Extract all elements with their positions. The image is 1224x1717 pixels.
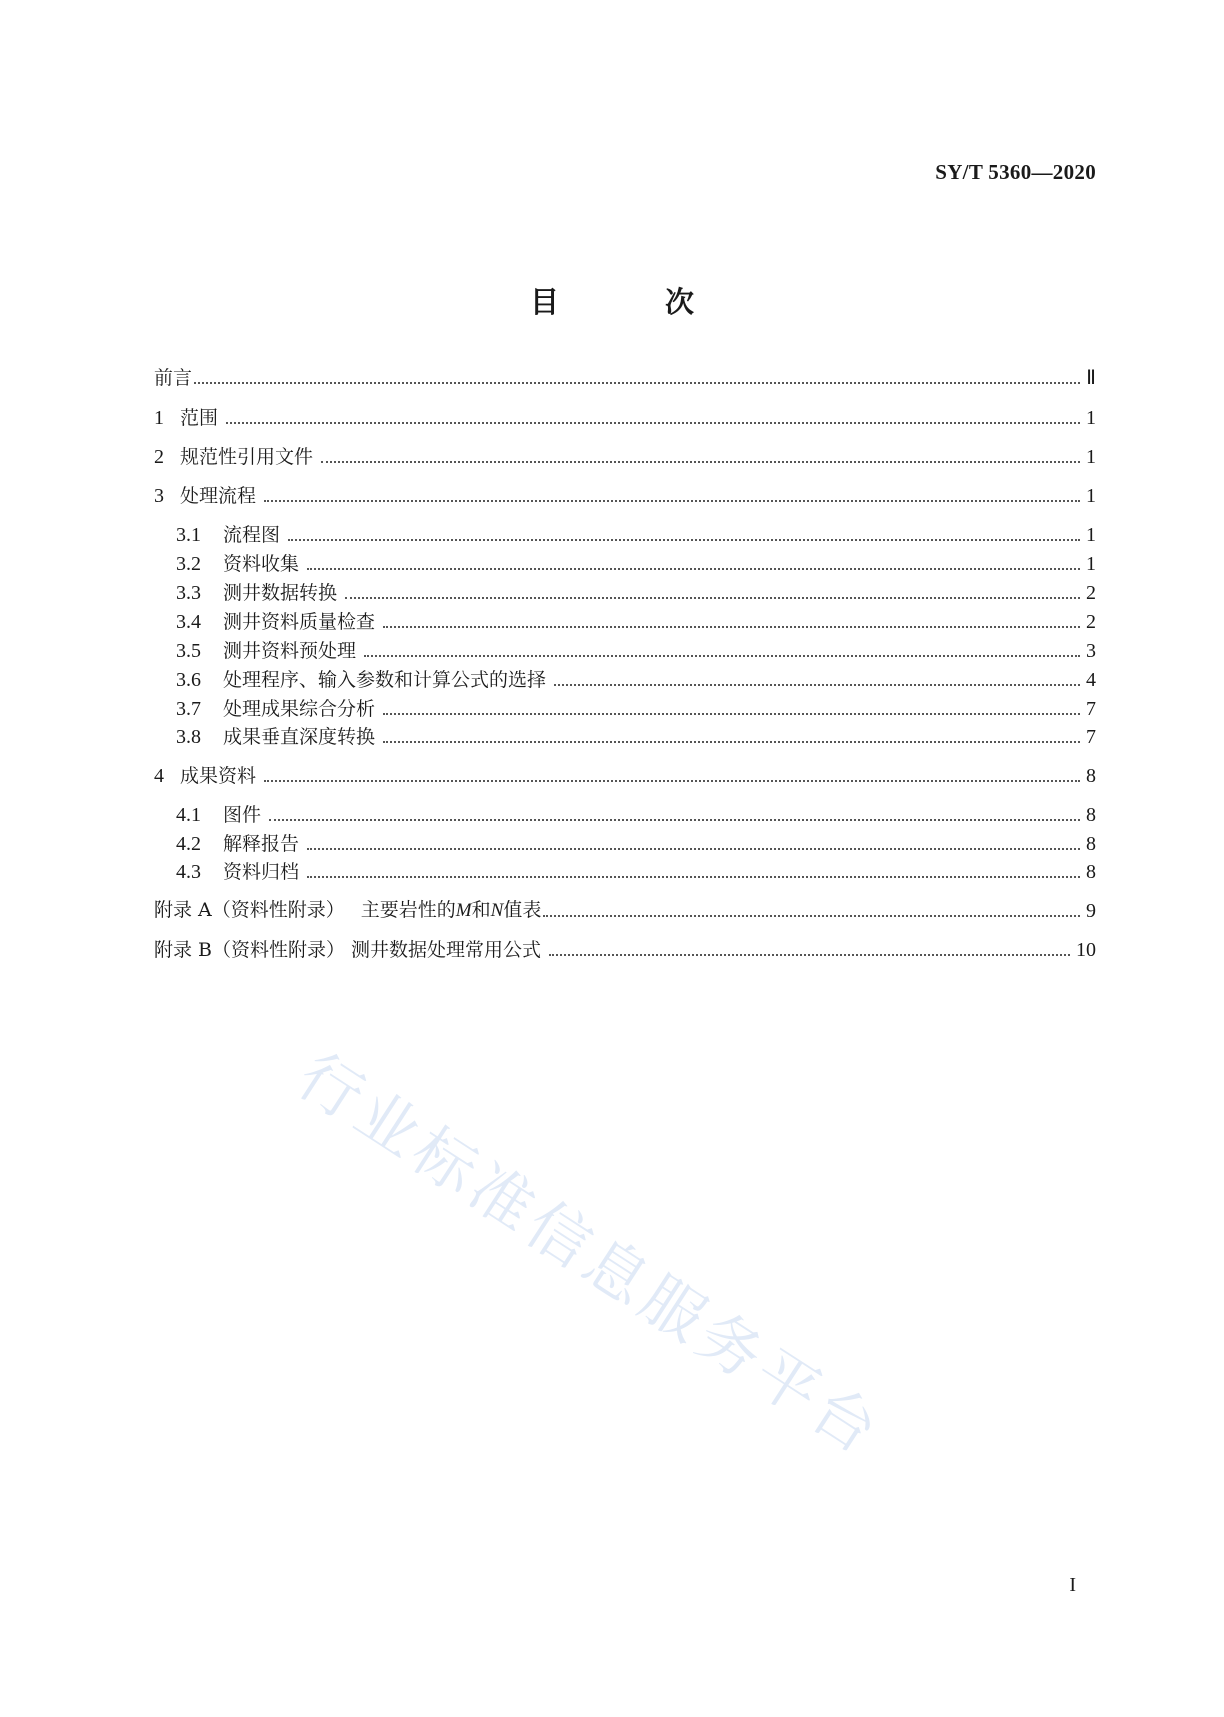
toc-entry-title — [176, 695, 375, 723]
toc-entry-number: 4 — [154, 765, 164, 787]
toc-entry[interactable] — [176, 521, 1096, 549]
dot-leader — [383, 741, 1080, 743]
dot-leader — [264, 500, 1080, 502]
toc-entry-page: Ⅱ — [1086, 367, 1096, 389]
toc-entry-title — [176, 521, 280, 549]
toc-entry[interactable] — [176, 695, 1096, 723]
toc-entry-title — [154, 364, 192, 392]
toc-entry-page: 7 — [1086, 698, 1096, 720]
page-number: I — [1069, 1574, 1076, 1596]
toc-entry-label: 范围 — [180, 407, 219, 429]
toc-entry-title — [176, 801, 261, 829]
toc-entry-page: 2 — [1086, 611, 1096, 633]
toc-entry[interactable] — [176, 637, 1096, 665]
toc-entry-label: 规范性引用文件 — [180, 446, 314, 468]
header-standard-code: SY/T 5360—2020 — [935, 160, 1096, 184]
toc-entry-number: 3.1 — [176, 524, 201, 546]
dot-leader — [307, 876, 1080, 878]
toc-entry-title — [176, 723, 375, 751]
toc-entry-label: 资料收集 — [223, 553, 300, 575]
toc-entry-title — [176, 666, 546, 694]
dot-leader — [269, 819, 1080, 821]
toc-entry[interactable] — [176, 550, 1096, 578]
toc-entry-label: 资料归档 — [223, 861, 300, 883]
toc-entry[interactable] — [176, 830, 1096, 858]
toc-entry-label: 前言 — [154, 367, 193, 389]
toc-entry[interactable] — [176, 723, 1096, 751]
dot-leader — [549, 954, 1070, 956]
toc-entry-label: 处理程序、输入参数和计算公式的选择 — [223, 669, 547, 691]
toc-entry[interactable] — [176, 608, 1096, 636]
appendix-text: 值表 — [503, 899, 542, 921]
toc-entry-page: 10 — [1076, 939, 1096, 961]
toc-entry-label: 成果资料 — [180, 765, 257, 787]
watermark: 行业标准信息服务平台 — [285, 1038, 896, 1471]
toc-entry-page: 7 — [1086, 726, 1096, 748]
toc-entry-title: 附录 B（资料性附录） 测井数据处理常用公式 — [154, 939, 542, 961]
toc-entry-number: 4.3 — [176, 861, 201, 883]
dot-leader — [226, 422, 1080, 424]
toc-entry-number: 3.5 — [176, 640, 201, 662]
page-title: 目 次 — [529, 285, 743, 319]
toc-entry-page: 8 — [1086, 833, 1096, 855]
toc-entry[interactable] — [154, 404, 1096, 432]
toc-entry-number: 3.8 — [176, 726, 201, 748]
toc-entry-label: 解释报告 — [223, 833, 300, 855]
dot-leader — [554, 684, 1080, 686]
toc-entry-title — [154, 762, 256, 790]
toc-entry-title — [154, 482, 256, 510]
toc-entry[interactable] — [176, 666, 1096, 694]
toc-entry-label: 成果垂直深度转换 — [223, 726, 376, 748]
toc-entry-number: 3.7 — [176, 698, 201, 720]
toc-entry-page: 8 — [1086, 765, 1096, 787]
toc-entry-page: 8 — [1086, 861, 1096, 883]
dot-leader — [383, 713, 1080, 715]
toc-entry[interactable] — [154, 762, 1096, 790]
appendix-prefix: 附录 A（资料性附录） — [154, 899, 345, 921]
toc-entry-title — [176, 550, 299, 578]
toc-entry-number: 2 — [154, 446, 164, 468]
variable-n: N — [490, 900, 504, 921]
dot-leader — [288, 539, 1080, 541]
dot-leader — [543, 915, 1080, 917]
toc-entry-number: 3.3 — [176, 582, 201, 604]
appendix-text: 和 — [471, 899, 491, 921]
toc-entry-label: 处理成果综合分析 — [223, 698, 376, 720]
toc-entry-number: 4.1 — [176, 804, 201, 826]
dot-leader — [321, 461, 1080, 463]
toc-entry-title — [176, 830, 299, 858]
dot-leader — [345, 597, 1080, 599]
toc-entry-appendix-b[interactable] — [154, 936, 1096, 964]
toc-entry-page: 1 — [1086, 446, 1096, 468]
dot-leader — [364, 655, 1080, 657]
toc-entry[interactable] — [154, 482, 1096, 510]
toc-entry[interactable] — [176, 801, 1096, 829]
toc-entry-page: 2 — [1086, 582, 1096, 604]
toc-entry-label: 测井资料预处理 — [223, 640, 357, 662]
toc-entry-title — [176, 858, 299, 886]
toc-entry-number: 3.4 — [176, 611, 201, 633]
toc-entry[interactable] — [154, 364, 1096, 392]
toc-entry-page: 1 — [1086, 407, 1096, 429]
toc-entry[interactable] — [154, 443, 1096, 471]
toc-entry[interactable] — [176, 858, 1096, 886]
toc-entry[interactable] — [176, 579, 1096, 607]
toc-entry-label: 流程图 — [223, 524, 281, 546]
toc-entry-label: 处理流程 — [180, 485, 257, 507]
toc-entry-title — [176, 637, 356, 665]
toc-entry-page: 9 — [1086, 900, 1096, 922]
appendix-text: 主要岩性的 — [360, 899, 456, 921]
toc-entry-number: 4.2 — [176, 833, 201, 855]
dot-leader — [264, 780, 1080, 782]
toc-entry-title — [176, 579, 337, 607]
toc-entry-page: 3 — [1086, 640, 1096, 662]
toc-entry-page: 1 — [1086, 553, 1096, 575]
dot-leader — [307, 568, 1080, 570]
toc-entry-title — [154, 443, 313, 471]
toc-entry-number: 3.6 — [176, 669, 201, 691]
toc-entry-number: 3.2 — [176, 553, 201, 575]
toc-entry-number: 1 — [154, 407, 164, 429]
toc-entry-appendix-a[interactable] — [154, 897, 1096, 925]
dot-leader — [383, 626, 1080, 628]
dot-leader — [194, 382, 1080, 384]
toc-entry-title — [154, 404, 218, 432]
variable-m: M — [455, 900, 472, 921]
toc-entry-title — [176, 608, 375, 636]
toc-entry-page: 8 — [1086, 804, 1096, 826]
toc-entry-label: 图件 — [223, 804, 262, 826]
toc-entry-page: 1 — [1086, 485, 1096, 507]
dot-leader — [307, 848, 1080, 850]
toc-entry-label: 测井资料质量检查 — [223, 611, 376, 633]
toc-entry-page: 1 — [1086, 524, 1096, 546]
toc-entry-page: 4 — [1086, 669, 1096, 691]
toc-entry-label: 测井数据转换 — [223, 582, 338, 604]
toc-entry-title — [154, 896, 541, 925]
toc-entry-number: 3 — [154, 485, 164, 507]
